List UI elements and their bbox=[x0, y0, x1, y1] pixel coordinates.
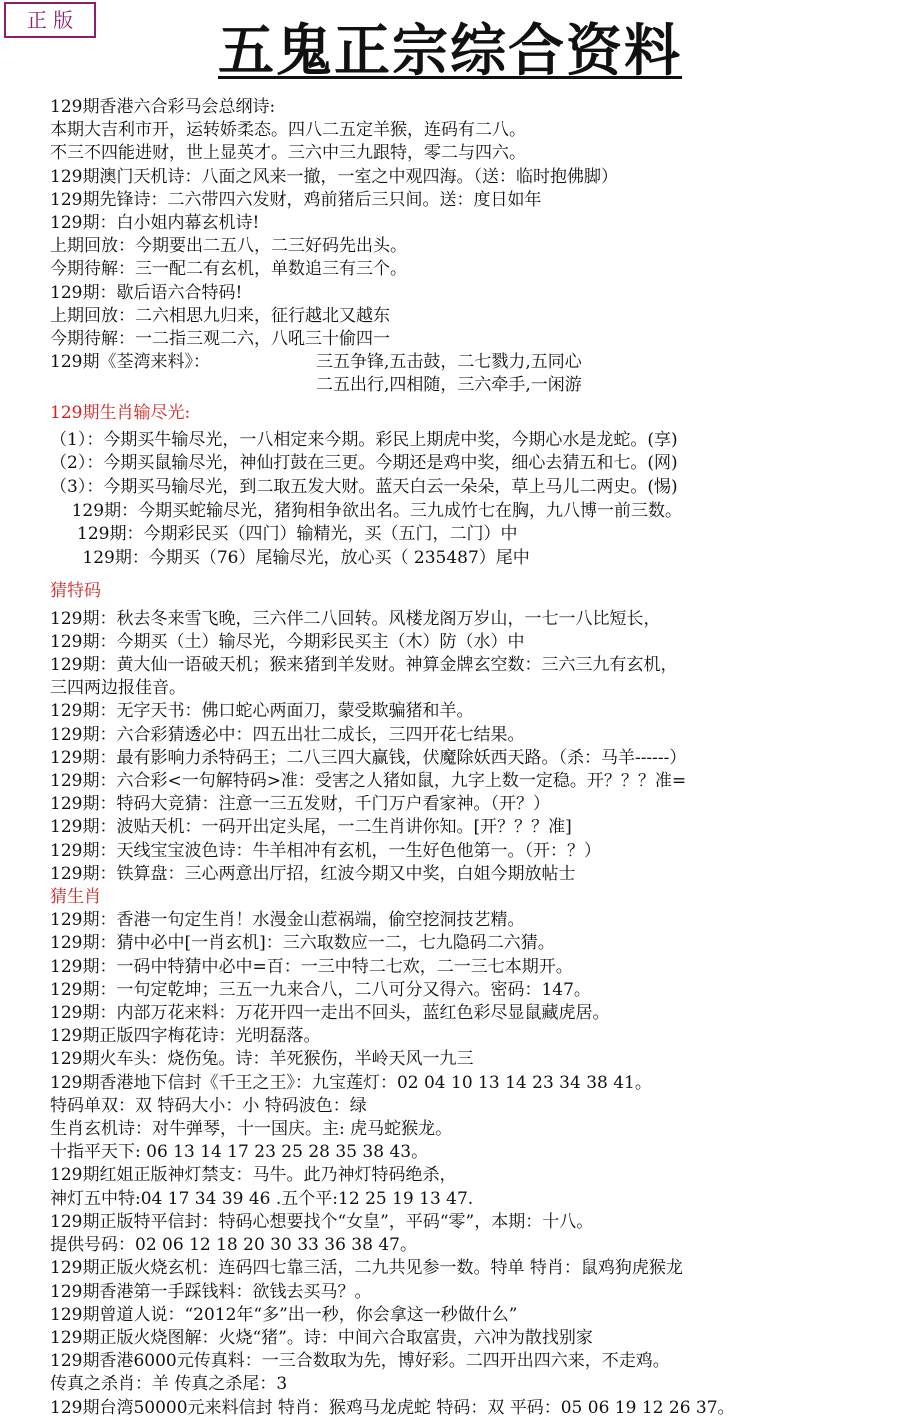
text-line: （2）：今期买鼠输尽光，神仙打鼓在三更。今期还是鸡中奖，细心去猜五和七。(网) bbox=[50, 453, 678, 474]
text-line: 129期：一码中特猜中必中=百：一三中特二七欢，二一三七本期开。 bbox=[50, 956, 573, 977]
edition-badge: 正 版 bbox=[4, 2, 96, 38]
text-line: 129期澳门天机诗：八面之风来一撤，一室之中观四海。（送：临时抱佛脚） bbox=[50, 166, 618, 187]
text-line: 上期回放：今期要出二五八，二三好码先出头。 bbox=[50, 236, 407, 257]
text-line: 129期：六合彩<一句解特码>准：受害之人猪如鼠，九字上数一定稳。开？？？准= bbox=[50, 771, 687, 792]
text-line: （1）：今期买牛输尽光，一八相定来今期。彩民上期虎中奖，今期心水是龙蛇。(享) bbox=[50, 429, 678, 450]
text-line: 129期：歇后语六合特码! bbox=[50, 282, 243, 303]
text-line: 129期：猜中必中[一肖玄机]：三六取数应一二，七九隐码二六猜。 bbox=[50, 933, 555, 954]
text-line: 129期：一句定乾坤；三五一九来合八，二八可分又得六。密码：147。 bbox=[50, 979, 591, 1000]
text-line: 129期香港6000元传真料：一三合数取为先，博好彩。二四开出四六来，不走鸡。 bbox=[50, 1351, 670, 1372]
text-line: 今期待解：三一配二有玄机，单数追三有三个。 bbox=[50, 259, 407, 280]
page-title: 五鬼正宗综合资料 bbox=[218, 18, 682, 84]
text-line: 129期：铁算盘：三心两意出厅招，红波今期又中奖，白姐今期放帖士 bbox=[50, 863, 576, 884]
text-line: 传真之杀肖：羊 传真之杀尾：3 bbox=[50, 1374, 288, 1395]
text-line: 129期：天线宝宝波色诗：牛羊相冲有玄机，一生好色他第一。（开：？） bbox=[50, 840, 601, 861]
text-line: （3）：今期买马输尽光，到二取五发大财。蓝天白云一朵朵，草上马儿二两史。(惕) bbox=[50, 477, 678, 498]
text-line: 生肖玄机诗：对牛弹琴，十一国庆。主: 虎马蛇猴龙。 bbox=[50, 1119, 453, 1140]
text-line: 129期正版四字梅花诗：光明磊落。 bbox=[50, 1026, 321, 1047]
text-line: 129期：特码大竞猜：注意一三五发财，千门万户看家神。（开？） bbox=[50, 794, 550, 815]
guess-code-block bbox=[50, 608, 890, 886]
text-line: 129期正版火烧图解：火烧“猪”。诗：中间六合取富贵，六冲为散找别家 bbox=[50, 1327, 593, 1348]
text-line: 129期：今期买蛇输尽光，猪狗相争欲出名。三九成竹七在胸，九八博一前三数。 bbox=[50, 500, 683, 521]
text-line: 129期：黄大仙一语破天机；猴来猪到羊发财。神算金牌玄空数：三六三九有玄机， bbox=[50, 655, 678, 676]
text-line: 129期香港地下信封《千王之王》：九宝莲灯：02 04 10 13 14 23 34 38 41。 bbox=[50, 1072, 652, 1093]
text-line: 129期香港六合彩马会总纲诗: bbox=[50, 97, 276, 117]
text-line: 129期曾道人说：“2012年“多”出一秒，你会拿这一秒做什么” bbox=[50, 1304, 518, 1325]
taiwan-line: 二五出行,四相随，三六牵手,一闲游 bbox=[316, 375, 582, 396]
taiwan-line: 三五争锋,五击鼓，二七戮力,五同心 bbox=[316, 352, 582, 373]
zodiac-lose-block bbox=[50, 429, 890, 571]
section-zodiac-lose: 129期生肖输尽光: bbox=[50, 402, 191, 423]
text-line: 129期：今期彩民买（四门）输精光，买（五门，二门）中 bbox=[50, 524, 518, 545]
taiwan-block bbox=[50, 351, 890, 397]
taiwan-label: 129期《荃湾来料》： bbox=[50, 352, 210, 373]
text-line: 129期正版特平信封：特码心想要找个“女皇”，平码“零”，本期：十八。 bbox=[50, 1211, 594, 1232]
text-line: 129期正版火烧玄机：连码四七靠三活，二九共见参一数。特单 特肖：鼠鸡狗虎猴龙 bbox=[50, 1258, 683, 1279]
text-line: 十指平天下: 06 13 14 17 23 25 28 35 38 43。 bbox=[50, 1142, 429, 1163]
text-line: 129期：香港一句定生肖！水漫金山惹祸端，偷空挖洞技艺精。 bbox=[50, 910, 525, 931]
text-line: 特码单双：双 特码大小：小 特码波色：绿 bbox=[50, 1095, 367, 1116]
text-line: 129期：白小姐内幕玄机诗! bbox=[50, 213, 260, 234]
text-line: 129期：内部万花来料：万花开四一走出不回头，蓝红色彩尽显鼠藏虎居。 bbox=[50, 1003, 610, 1024]
text-line: 129期：无字天书：佛口蛇心两面刀，蒙受欺骗猪和羊。 bbox=[50, 701, 474, 722]
section-guess-zodiac: 猜生肖 bbox=[50, 887, 101, 908]
text-line: 129期：秋去冬来雪飞晚，三六伴二八回转。风楼龙阁万岁山，一七一八比短长， bbox=[50, 608, 661, 629]
text-line: 129期：波贴天机：一码开出定头尾，一二生肖讲你知。[开？？？准] bbox=[50, 817, 572, 838]
text-line: 129期：最有影响力杀特码王；二八三四大赢钱，伏魔除妖西天路。（杀：马羊------） bbox=[50, 747, 687, 768]
section-guess-code: 猜特码 bbox=[50, 581, 101, 602]
main-content bbox=[50, 96, 890, 1420]
text-line: 129期香港第一手踩钱料：欲钱去买马？。 bbox=[50, 1281, 372, 1302]
text-line: 提供号码：02 06 12 18 20 30 33 36 38 47。 bbox=[50, 1235, 417, 1256]
text-line: 129期台湾50000元来料信封 特肖：猴鸡马龙虎蛇 特码：双 平码：05 06 19 12 26 37。 bbox=[50, 1397, 735, 1418]
text-line: 129期：今期买（76）尾输尽光，放心买（ 235487）尾中 bbox=[50, 547, 530, 568]
text-line: 今期待解：一二指三观二六，八吼三十偷四一 bbox=[50, 329, 390, 350]
text-line: 本期大吉利市开，运转娇柔态。四八二五定羊猴，连码有二八。 bbox=[50, 120, 526, 141]
text-line: 神灯五中特:04 17 34 39 46 .五个平:12 25 19 13 47. bbox=[50, 1188, 474, 1209]
text-line: 129期：今期买（土）输尽光，今期彩民买主（木）防（水）中 bbox=[50, 631, 525, 652]
text-line: 129期先锋诗：二六带四六发财，鸡前猪后三只间。送：度日如年 bbox=[50, 189, 542, 210]
text-line: 129期火车头：烧伤兔。诗：羊死猴伤，半岭天风一九三 bbox=[50, 1049, 474, 1070]
guess-zodiac-block bbox=[50, 909, 890, 1419]
text-line: 不三不四能进财，世上显英才。三六中三九跟特，零二与四六。 bbox=[50, 143, 526, 164]
text-line: 上期回放：二六相思九归来，征行越北又越东 bbox=[50, 305, 390, 326]
text-line: 129期：六合彩猜透必中：四五出壮二成长，三四开花七结果。 bbox=[50, 724, 525, 745]
text-line: 三四两边报佳音。 bbox=[50, 678, 186, 699]
text-line: 129期红姐正版神灯禁支：马牛。此乃神灯特码绝杀， bbox=[50, 1165, 457, 1186]
poem-block bbox=[50, 96, 890, 351]
